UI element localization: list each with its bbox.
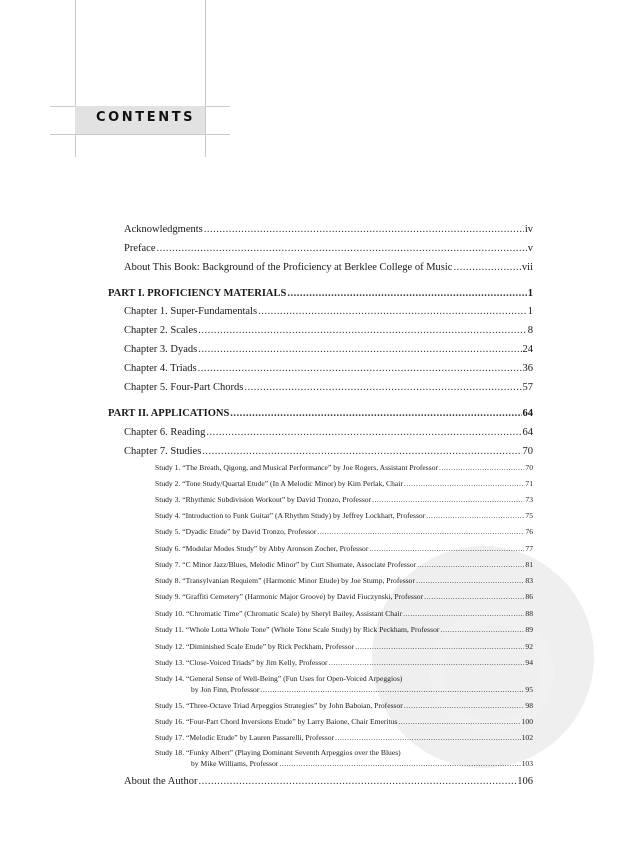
toc-study-5[interactable]: Study 5. “Dyadic Etude” by David Tronzo, Professor ..... 76 <box>155 528 533 536</box>
toc-chapter-7[interactable]: Chapter 7. Studies ..... 70 <box>124 447 533 458</box>
toc-entry-about-the-author[interactable]: About the Author ..... 106 <box>124 777 533 788</box>
toc-entry-preface[interactable]: Preface ..... v <box>124 244 533 255</box>
study-18-line-1: Study 18. “Funky Albert” (Playing Dominant Seventh Arpeggios over the Blues) <box>155 748 401 757</box>
toc-part-1[interactable]: PART I. PROFICIENCY MATERIALS ..... 1 <box>108 289 533 300</box>
toc-chapter-4[interactable]: Chapter 4. Triads ..... 36 <box>124 364 533 375</box>
toc-entry-acknowledgments[interactable]: Acknowledgments ..... iv <box>124 225 533 236</box>
horizontal-rule-bottom <box>50 134 230 135</box>
page-title: CONTENTS <box>96 110 196 125</box>
toc-chapter-2[interactable]: Chapter 2. Scales ..... 8 <box>124 326 533 337</box>
toc-study-13[interactable]: Study 13. “Close-Voiced Triads” by Jim Kelly, Professor ..... 94 <box>155 659 533 667</box>
toc-chapter-6[interactable]: Chapter 6. Reading ..... 64 <box>124 428 533 439</box>
toc-study-8[interactable]: Study 8. “Transylvanian Requiem” (Harmonic Minor Etude) by Joe Stump, Professor ..... 83 <box>155 577 533 585</box>
study-14-line-2: by Jon Finn, Professor ..... 95 <box>155 686 533 694</box>
toc-study-10[interactable]: Study 10. “Chromatic Time” (Chromatic Scale) by Sheryl Bailey, Assistant Chair ..... 88 <box>155 610 533 618</box>
toc-study-6[interactable]: Study 6. “Modular Modes Study” by Abby Aronson Zocher, Professor ..... 77 <box>155 545 533 553</box>
toc-study-7[interactable]: Study 7. “C Minor Jazz/Blues, Melodic Minor” by Curt Shumate, Associate Professor ..... 81 <box>155 561 533 569</box>
toc-study-16[interactable]: Study 16. “Four-Part Chord Inversions Etude” by Larry Baione, Chair Emeritus ..... 100 <box>155 718 533 726</box>
toc-study-1[interactable]: Study 1. “The Breath, Qigong, and Musical Performance” by Joe Rogers, Assistant Professor ..... 70 <box>155 464 533 472</box>
toc-entry-about-this-book[interactable]: About This Book: Background of the Proficiency at Berklee College of Music ..... vii <box>124 263 533 274</box>
toc-chapter-3[interactable]: Chapter 3. Dyads ..... 24 <box>124 345 533 356</box>
toc-study-4[interactable]: Study 4. “Introduction to Funk Guitar” (A Rhythm Study) by Jeffrey Lockhart, Professor ..... 75 <box>155 512 533 520</box>
toc-study-14[interactable] <box>155 675 533 693</box>
toc-study-12[interactable]: Study 12. “Diminished Scale Etude” by Rick Peckham, Professor ..... 92 <box>155 643 533 651</box>
toc-study-9[interactable]: Study 9. “Graffiti Cemetery” (Harmonic Major Groove) by David Fiuczynski, Professor ..... 86 <box>155 593 533 601</box>
toc-study-17[interactable]: Study 17. “Melodic Etude” by Lauren Passarelli, Professor ..... 102 <box>155 734 533 742</box>
toc-chapter-1[interactable]: Chapter 1. Super-Fundamentals ..... 1 <box>124 307 533 318</box>
toc-study-11[interactable]: Study 11. “Whole Lotta Whole Tone” (Whole Tone Scale Study) by Rick Peckham, Professor ..... 89 <box>155 626 533 634</box>
toc-chapter-5[interactable]: Chapter 5. Four-Part Chords ..... 57 <box>124 383 533 394</box>
study-14-line-1: Study 14. “General Sense of Well-Being” (Fun Uses for Open-Voiced Arpeggios) <box>155 674 403 683</box>
toc-study-15[interactable]: Study 15. “Three-Octave Triad Arpeggios Strategies” by John Baboian, Professor ..... 98 <box>155 702 533 710</box>
toc-study-18[interactable] <box>155 749 533 767</box>
study-18-line-2: by Mike Williams, Professor ..... 103 <box>155 760 533 768</box>
toc-study-2[interactable]: Study 2. “Tone Study/Quartal Etude” (In A Melodic Minor) by Kim Perlak, Chair ..... 71 <box>155 480 533 488</box>
toc-part-2[interactable]: PART II. APPLICATIONS ..... 64 <box>108 409 533 420</box>
toc-study-3[interactable]: Study 3. “Rhythmic Subdivision Workout” by David Tronzo, Professor ..... 73 <box>155 496 533 504</box>
